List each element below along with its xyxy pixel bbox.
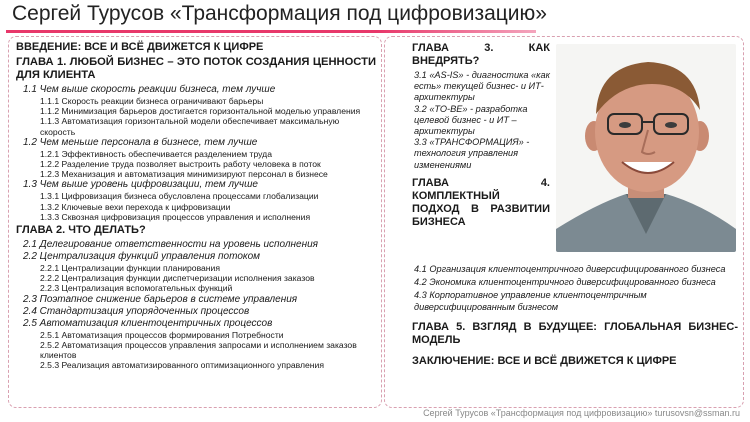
- subsection-1-2-2: 1.2.2 Разделение труда позволяет выстроить работу человека в поток: [40, 159, 321, 170]
- conclusion-heading: ЗАКЛЮЧЕНИЕ: ВСЕ И ВСЁ ДВИЖЕТСЯ К ЦИФРЕ: [412, 354, 677, 367]
- subsection-2-2-1: 2.2.1 Централизации функции планирования: [40, 263, 221, 274]
- chapter-2-heading: ГЛАВА 2. ЧТО ДЕЛАТЬ?: [16, 224, 146, 237]
- section-3-1: 3.1 «AS-IS» - диагностика «как есть» текущей бизнес- и ИТ-архитектуры: [414, 70, 550, 103]
- toc-right-bottom-column: [412, 262, 738, 370]
- section-3-2: 3.2 «TO-BE» - разработка целевой бизнес - и ИТ – архитектуры: [414, 103, 528, 137]
- section-4-3: 4.3 Корпоративное управление клиентоцентричным диверсифицированным бизнесом: [414, 290, 647, 312]
- chapter-1-heading: ГЛАВА 1. ЛЮБОЙ БИЗНЕС – ЭТО ПОТОК СОЗДАНИЯ ЦЕННОСТИ ДЛЯ КЛИЕНТА: [16, 56, 376, 81]
- chapter-3-heading: ГЛАВА 3. КАК ВНЕДРЯТЬ?: [412, 42, 550, 67]
- footer-text: Сергей Турусов «Трансформация под цифровизацию» turusovsn@ssman.ru: [423, 408, 740, 418]
- chapter-5-heading: ГЛАВА 5. ВЗГЛЯД В БУДУЩЕЕ: ГЛОБАЛЬНАЯ БИЗНЕС-МОДЕЛЬ: [412, 320, 738, 346]
- subsection-1-1-2: 1.1.2 Минимизация барьеров достигается горизонтальной моделью управления: [40, 106, 361, 117]
- subsection-1-1-3: 1.1.3 Автоматизация горизонтальной модели обеспечивает максимальную скорость: [40, 116, 340, 137]
- page-title: Сергей Турусов «Трансформация под цифровизацию»: [12, 2, 547, 25]
- subsection-1-3-3: 1.3.3 Сквозная цифровизация процессов управления и исполнения: [40, 211, 311, 222]
- subsection-1-3-1: 1.3.1 Цифровизация бизнеса обусловлена процессами глобализации: [40, 191, 319, 202]
- title-underline: [6, 30, 536, 33]
- subsection-1-2-3: 1.2.3 Механизация и автоматизация минимизируют персонал в бизнесе: [40, 169, 328, 180]
- subsection-2-2-3: 2.2.3 Централизация вспомогательных функций: [40, 283, 233, 294]
- subsection-2-5-1: 2.5.1 Автоматизация процессов формирования Потребности: [40, 329, 284, 340]
- section-2-3: 2.3 Поэтапное снижение барьеров в системе управления: [23, 293, 298, 305]
- section-2-2: 2.2 Централизация функций управления потоком: [23, 251, 261, 263]
- subsection-1-3-2: 1.3.2 Ключевые вехи перехода к цифровизации: [40, 201, 231, 212]
- subsection-2-2-2: 2.2.2 Централизация функции диспетчеризации исполнения заказов: [40, 273, 315, 284]
- portrait-image: [556, 44, 736, 252]
- subsection-2-5-2: 2.5.2 Автоматизация процессов управления запросами и исполнением заказов клиентов: [40, 339, 357, 361]
- section-2-1: 2.1 Делегирование ответственности на уровень исполнения: [23, 239, 319, 251]
- section-4-1: 4.1 Организация клиентоцентричного диверсифицированного бизнеса: [414, 264, 726, 274]
- section-1-3: 1.3 Чем выше уровень цифровизации, тем лучше: [23, 179, 258, 191]
- toc-left-column: [16, 39, 376, 370]
- section-1-2: 1.2 Чем меньше персонала в бизнесе, тем лучше: [23, 136, 258, 148]
- section-3-3: 3.3 «ТРАНСФОРМАЦИЯ» - технология управления изменениями: [414, 137, 530, 170]
- section-1-1: 1.1 Чем выше скорость реакции бизнеса, тем лучше: [23, 84, 276, 95]
- intro-heading: ВВЕДЕНИЕ: ВСЕ И ВСЁ ДВИЖЕТСЯ К ЦИФРЕ: [16, 41, 264, 53]
- toc-right-top-column: [412, 40, 550, 231]
- section-2-5: 2.5 Автоматизация клиентоцентричных процессов: [23, 317, 273, 329]
- section-2-4: 2.4 Стандартизация упорядоченных процессов: [23, 305, 250, 317]
- subsection-1-2-1: 1.2.1 Эффективность обеспечивается разделением труда: [40, 148, 272, 159]
- subsection-2-5-3: 2.5.3 Реализация автоматизированного оптимизационного управления: [40, 360, 325, 371]
- chapter-4-heading: ГЛАВА 4. КОМПЛЕКТНЫЙ ПОДХОД В РАЗВИТИИ БИЗНЕСА: [412, 176, 550, 228]
- section-4-2: 4.2 Экономика клиентоцентричного диверсифицированного бизнеса: [414, 277, 716, 288]
- author-photo: [556, 44, 736, 252]
- subsection-1-1-1: 1.1.1 Скорость реакции бизнеса ограничивают барьеры: [40, 96, 264, 106]
